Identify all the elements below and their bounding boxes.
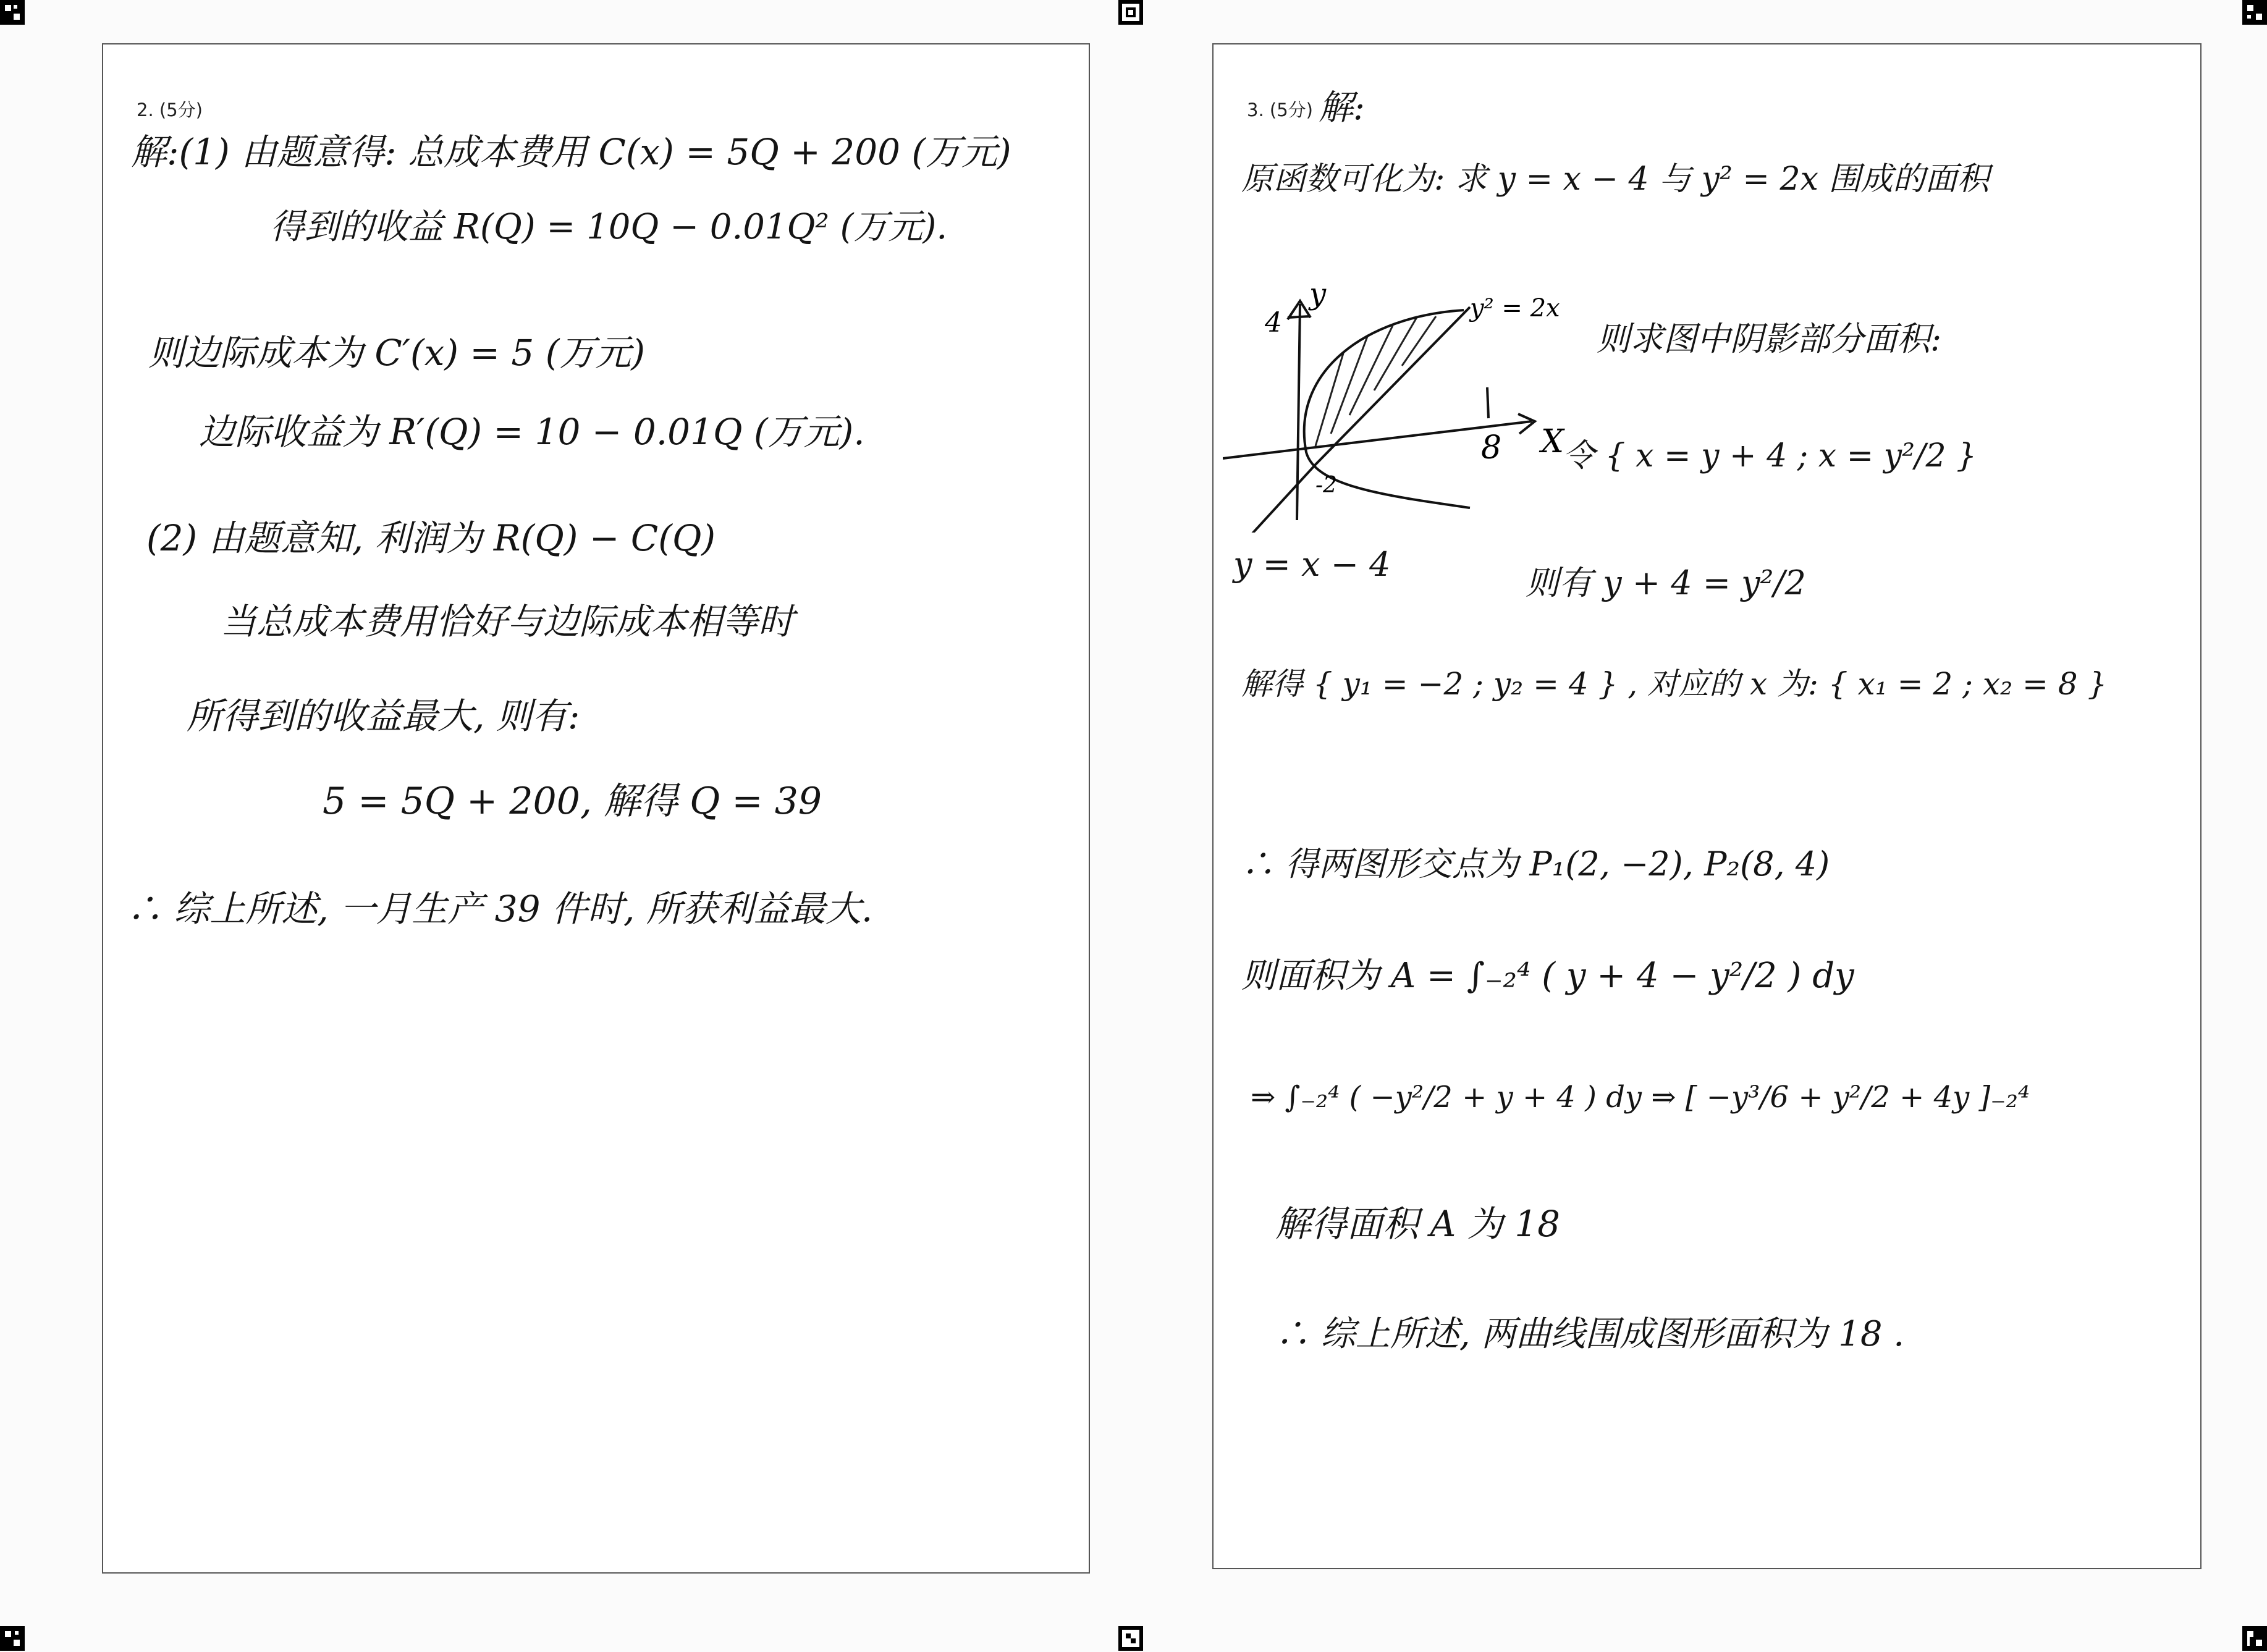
- answer-line-4: 边际收益为 R′(Q) = 10 − 0.01Q (万元).: [199, 411, 865, 453]
- registration-marker-bottom-left: [0, 1626, 25, 1651]
- registration-marker-top-right: [2242, 0, 2267, 25]
- answer-line-3: 则边际成本为 C′(x) = 5 (万元): [148, 332, 646, 374]
- region-sketch-graph: [1223, 248, 1575, 533]
- answer-line-2: 原函数可化为: 求 y = x − 4 与 y² = 2x 围成的面积: [1241, 161, 1990, 198]
- answer-line-4: 令 { x = y + 4 ; x = y²/2 }: [1563, 437, 1977, 474]
- tick-label-8: 8: [1481, 429, 1502, 466]
- line-equation-label: y = x − 4: [1233, 545, 1391, 584]
- answer-line-6: 当总成本费用恰好与边际成本相等时: [221, 601, 795, 643]
- curve-label: y² = 2x: [1470, 294, 1560, 322]
- answer-line-1: 解:(1) 由题意得: 总成本费用 C(x) = 5Q + 200 (万元): [131, 131, 1011, 173]
- answer-line-10: 解得面积 A 为 18: [1275, 1203, 1560, 1245]
- answer-line-1: 解:: [1319, 88, 1365, 128]
- answer-line-9: ∴ 综上所述, 一月生产 39 件时, 所获利益最大.: [127, 888, 873, 930]
- question-label: 3. (5分): [1247, 99, 1313, 120]
- answer-line-6: 解得 { y₁ = −2 ; y₂ = 4 } , 对应的 x 为: { x₁ = 2 ; x₂ = 8 }: [1241, 666, 2108, 702]
- answer-line-2: 得到的收益 R(Q) = 10Q − 0.01Q² (万元).: [270, 207, 948, 247]
- tick-label-4: 4: [1265, 307, 1282, 339]
- answer-panel-question-3: [1212, 43, 2202, 1569]
- y4-tick: [1288, 316, 1309, 318]
- answer-line-3: 则求图中阴影部分面积:: [1597, 319, 1942, 358]
- answer-panel-question-2: [102, 43, 1090, 1574]
- answer-line-9: ⇒ ∫₋₂⁴ ( −y²/2 + y + 4 ) dy ⇒ [ −y³/6 + y²/2 + 4y ]₋₂⁴: [1251, 1080, 2030, 1115]
- y-axis-line: [1297, 304, 1300, 520]
- answer-line-8: 5 = 5Q + 200, 解得 Q = 39: [323, 780, 822, 823]
- answer-line-11: ∴ 综上所述, 两曲线围成图形面积为 18 .: [1275, 1314, 1905, 1354]
- answer-line-7: 所得到的收益最大, 则有:: [187, 695, 580, 737]
- answer-line-8: 则面积为 A = ∫₋₂⁴ ( y + 4 − y²/2 ) dy: [1241, 956, 1854, 996]
- registration-marker-top-center: [1118, 0, 1143, 25]
- registration-marker-top-left: [0, 0, 25, 25]
- question-label: 2. (5分): [137, 99, 203, 120]
- answer-line-5: (2) 由题意知, 利润为 R(Q) − C(Q): [146, 517, 716, 559]
- registration-marker-bottom-right: [2242, 1626, 2267, 1651]
- y-axis-label: y: [1309, 277, 1327, 311]
- answer-line-5: 则有 y + 4 = y²/2: [1526, 563, 1806, 602]
- answer-line-7: ∴ 得两图形交点为 P₁(2, −2), P₂(8, 4): [1241, 845, 1830, 883]
- tick-label-neg2: -2: [1315, 473, 1338, 498]
- hatch-line: [1331, 335, 1368, 434]
- x-axis-label: X: [1541, 423, 1564, 460]
- x8-tick: [1487, 387, 1488, 418]
- registration-marker-bottom-center: [1118, 1626, 1143, 1651]
